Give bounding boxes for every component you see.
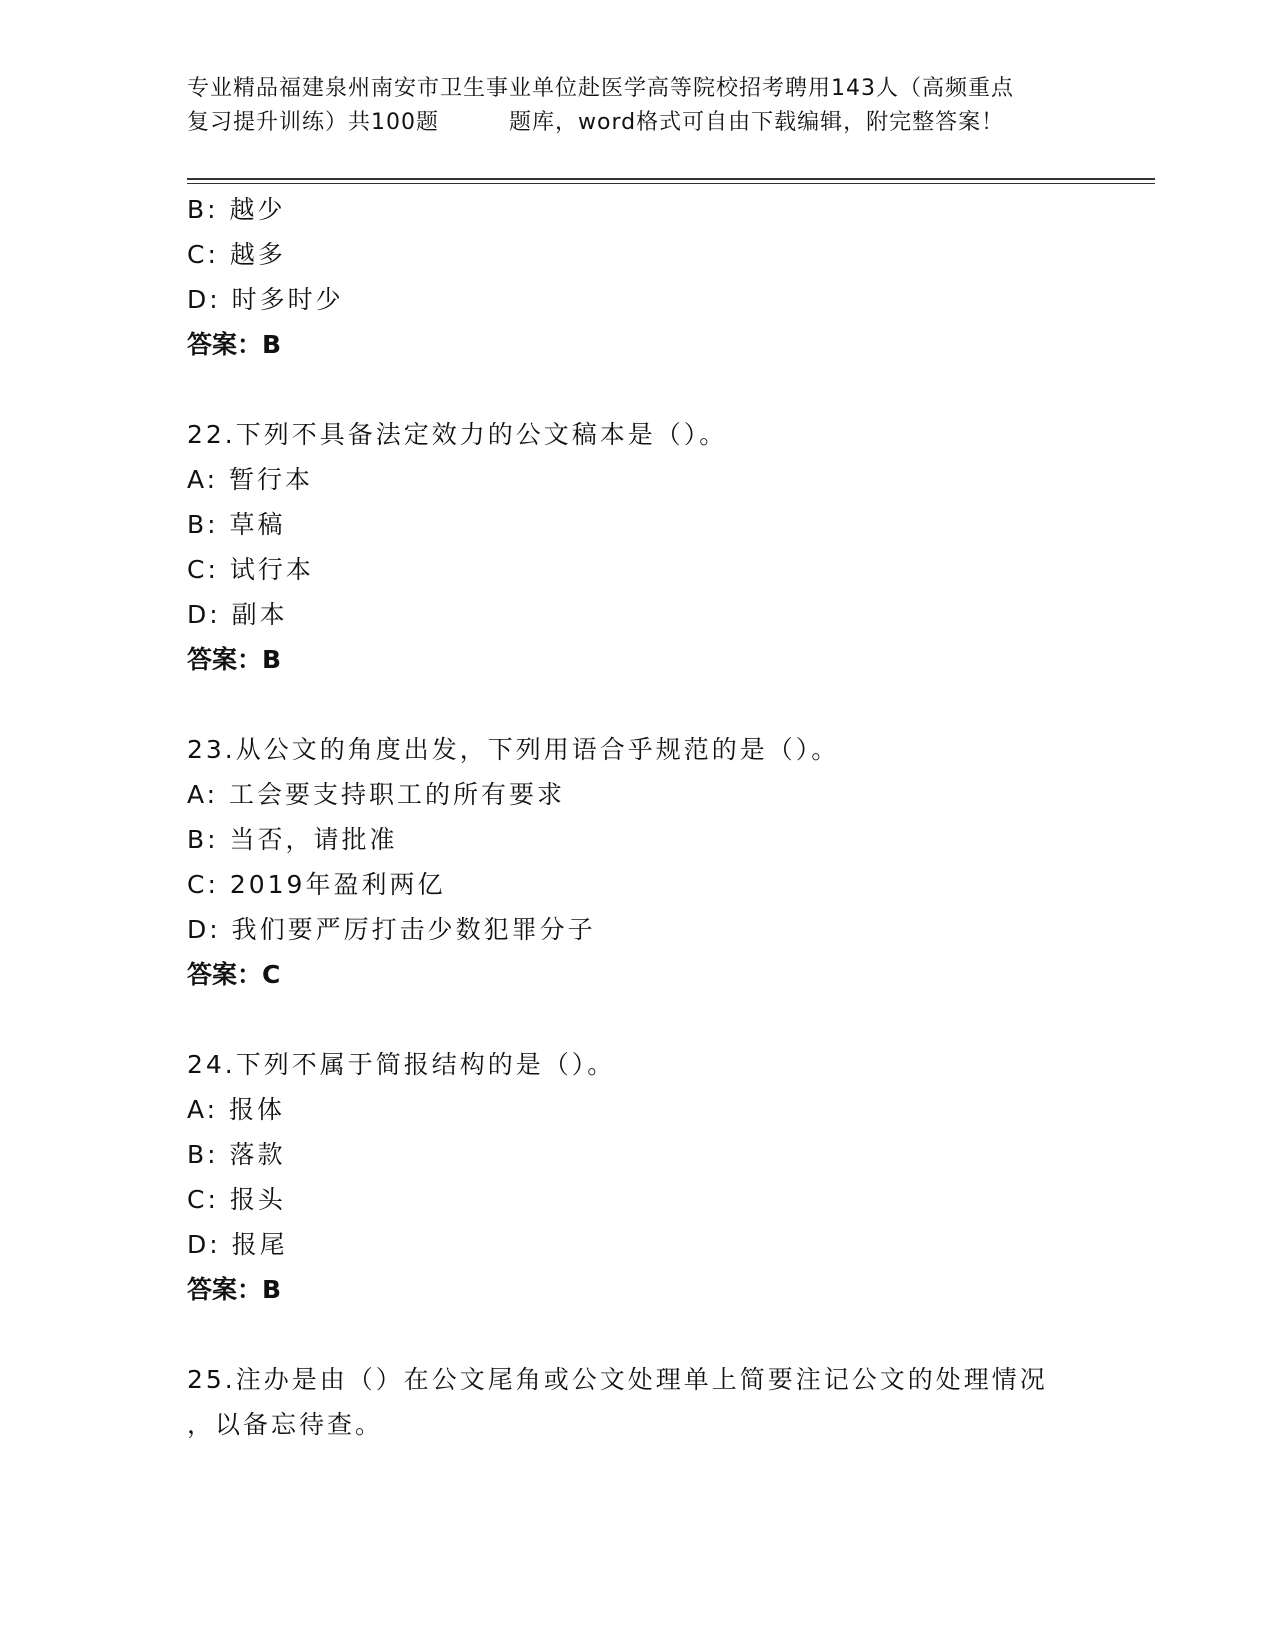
q25-question-line-2: ，以备忘待查。: [187, 1410, 384, 1439]
header-title-line-2a: 复习提升训练）共100题: [187, 110, 439, 135]
q24-question: 24.下列不属于简报结构的是（）。: [187, 1050, 616, 1079]
q21-answer: 答案：B: [187, 330, 282, 359]
q22-option-a: A: 暂行本: [187, 465, 314, 494]
header-title-line-2: [187, 106, 1097, 140]
q23-question: 23.从公文的角度出发，下列用语合乎规范的是（）。: [187, 735, 840, 764]
q22-answer: 答案：B: [187, 645, 282, 674]
q22-option-d: D: 副本: [187, 600, 288, 629]
q21-option-d: D: 时多时少: [187, 285, 344, 314]
q23-option-a: A: 工会要支持职工的所有要求: [187, 780, 566, 809]
header-title-line-2b: 题库，word格式可自由下载编辑，附完整答案！: [509, 110, 1005, 135]
document-header: [187, 72, 1097, 140]
header-divider-thick: [187, 178, 1155, 180]
q24-option-a: A: 报体: [187, 1095, 286, 1124]
q25-question-line-1: 25.注办是由（）在公文尾角或公文处理单上简要注记公文的处理情况: [187, 1365, 1048, 1394]
q23-option-c: C: 2019年盈利两亿: [187, 870, 446, 899]
q21-option-c: C: 越多: [187, 240, 286, 269]
q21-option-b: B: 越少: [187, 195, 286, 224]
q24-option-c: C: 报头: [187, 1185, 286, 1214]
header-divider-thin: [187, 183, 1155, 184]
q24-option-d: D: 报尾: [187, 1230, 288, 1259]
q22-question: 22.下列不具备法定效力的公文稿本是（）。: [187, 420, 728, 449]
q24-answer: 答案：B: [187, 1275, 282, 1304]
q24-option-b: B: 落款: [187, 1140, 286, 1169]
q22-option-c: C: 试行本: [187, 555, 314, 584]
q23-option-d: D: 我们要严厉打击少数犯罪分子: [187, 915, 596, 944]
q23-option-b: B: 当否，请批准: [187, 825, 398, 854]
q22-option-b: B: 草稿: [187, 510, 286, 539]
header-title-line-1: 专业精品福建泉州南安市卫生事业单位赴医学高等院校招考聘用143人（高频重点: [187, 76, 1014, 101]
q23-answer: 答案：C: [187, 960, 281, 989]
